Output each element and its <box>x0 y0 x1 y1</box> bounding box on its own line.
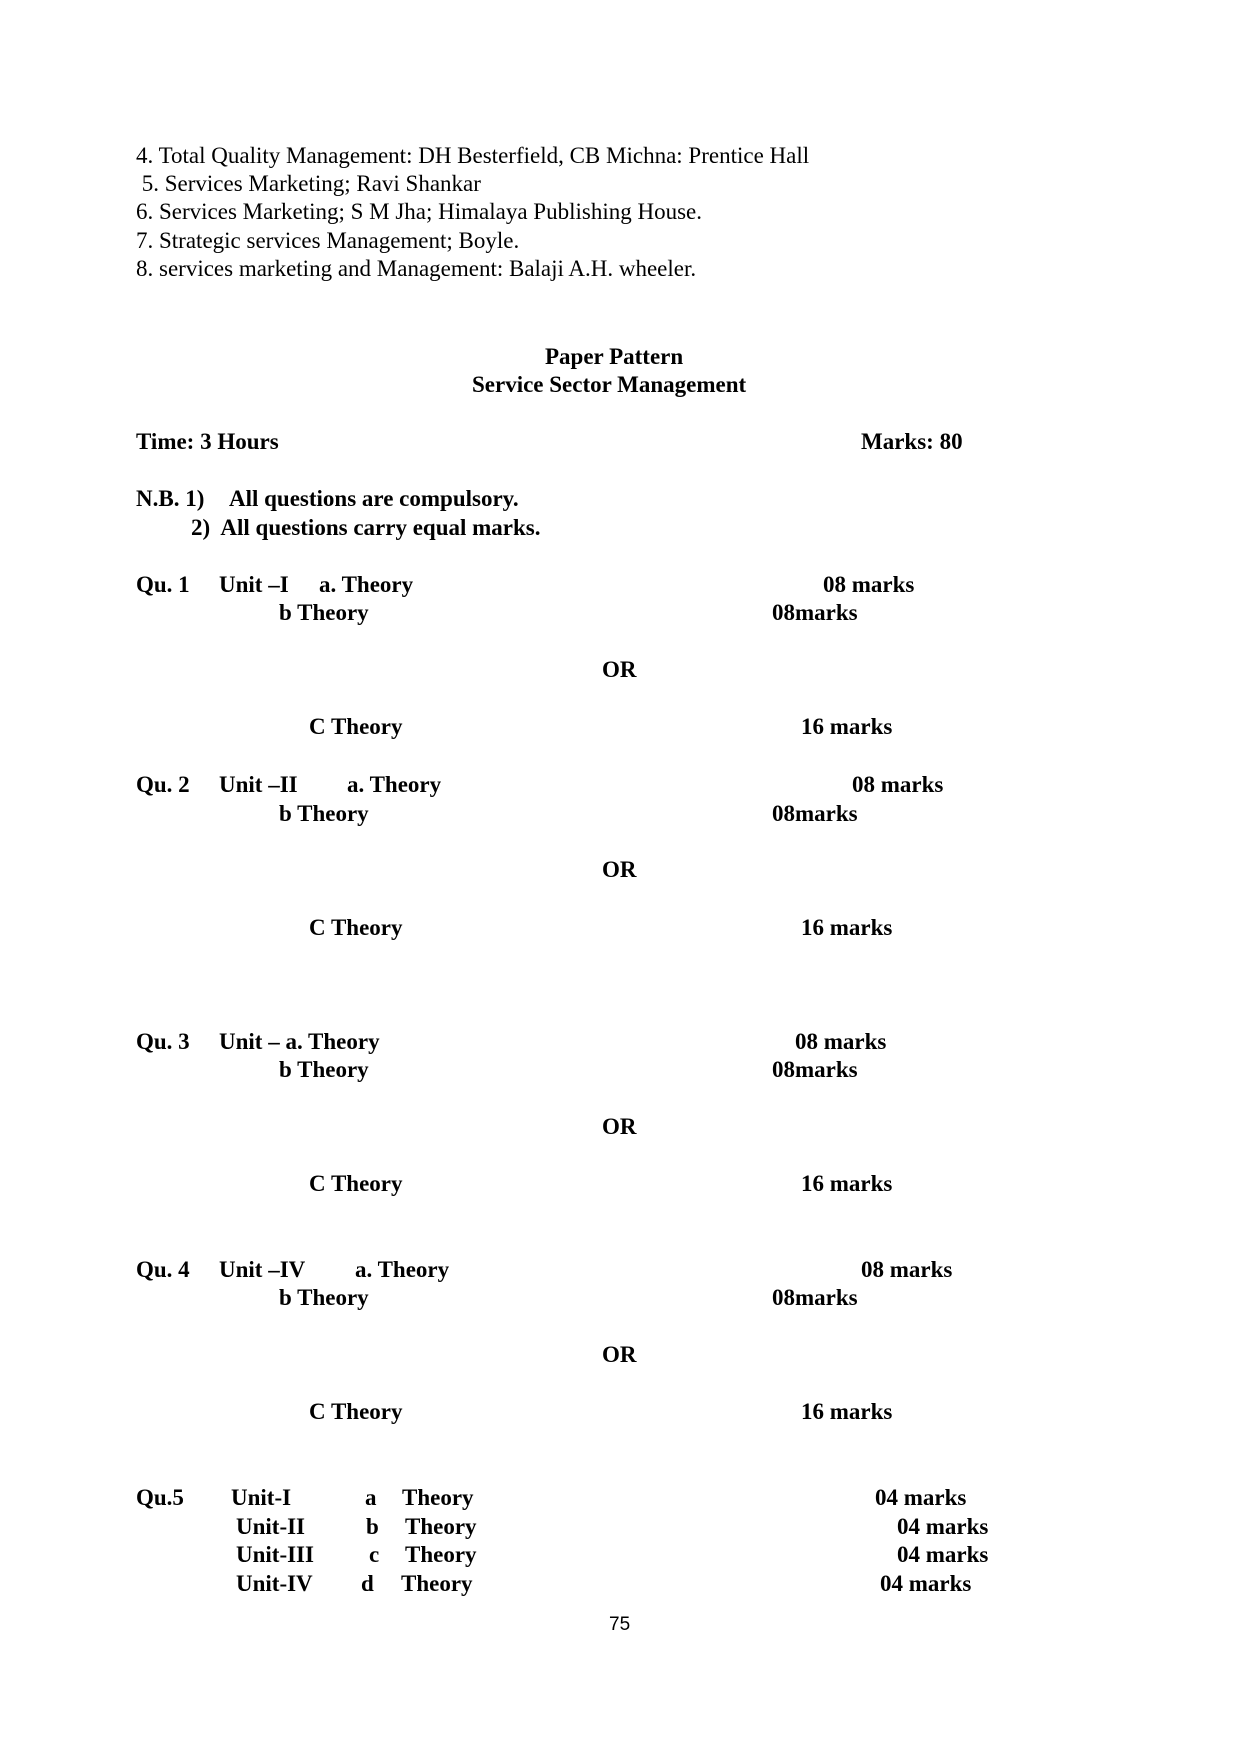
note-prefix: N.B. 1) <box>136 486 205 511</box>
question-label: Qu. 4 <box>136 1257 190 1282</box>
q5-theory: Theory <box>401 1571 473 1596</box>
question-part-a: a. Theory <box>347 772 442 797</box>
q5-letter: d <box>361 1571 374 1596</box>
q5-theory: Theory <box>402 1485 474 1510</box>
reference-item: 4. Total Quality Management: DH Besterfield, CB Michna: Prentice Hall <box>136 143 810 168</box>
reference-item: 8. services marketing and Management: Balaji A.H. wheeler. <box>136 256 697 281</box>
question-unit: Unit – a. Theory <box>219 1029 380 1054</box>
question-part-b-marks: 08marks <box>772 1285 858 1310</box>
question-part-b-marks: 08marks <box>772 801 858 826</box>
question-label: Qu. 3 <box>136 1029 190 1054</box>
q5-letter: a <box>365 1485 377 1510</box>
q5-theory: Theory <box>405 1514 477 1539</box>
question-part-a: a. Theory <box>319 572 414 597</box>
question-part-c-marks: 16 marks <box>801 1171 893 1196</box>
note-1: All questions are compulsory. <box>229 486 519 511</box>
q5-unit: Unit-IV <box>236 1571 313 1596</box>
exam-time: Time: 3 Hours <box>136 429 279 454</box>
q5-unit: Unit-II <box>236 1514 306 1539</box>
question-part-b: b Theory <box>279 600 369 625</box>
page-number: 75 <box>609 1614 631 1635</box>
reference-item: 6. Services Marketing; S M Jha; Himalaya Publishing House. <box>136 199 702 224</box>
question-part-c-marks: 16 marks <box>801 1399 893 1424</box>
question-part-c: C Theory <box>309 1399 403 1424</box>
page-title: Paper Pattern <box>545 344 684 369</box>
reference-item: 5. Services Marketing; Ravi Shankar <box>136 171 481 196</box>
or-separator: OR <box>602 857 637 882</box>
question-part-b-marks: 08marks <box>772 600 858 625</box>
or-separator: OR <box>602 1114 637 1139</box>
q5-marks: 04 marks <box>897 1542 989 1567</box>
q5-unit: Unit-I <box>231 1485 292 1510</box>
or-separator: OR <box>602 1342 637 1367</box>
q5-letter: b <box>366 1514 379 1539</box>
question-part-b: b Theory <box>279 1057 369 1082</box>
question-label: Qu. 2 <box>136 772 190 797</box>
question-part-c-marks: 16 marks <box>801 915 893 940</box>
question-part-c: C Theory <box>309 1171 403 1196</box>
question-part-a-marks: 08 marks <box>852 772 944 797</box>
question-part-b: b Theory <box>279 801 369 826</box>
question-unit: Unit –II <box>219 772 298 797</box>
question-part-b-marks: 08marks <box>772 1057 858 1082</box>
page-subtitle: Service Sector Management <box>472 372 747 397</box>
question-part-a-marks: 08 marks <box>861 1257 953 1282</box>
q5-unit: Unit-III <box>236 1542 314 1567</box>
question-part-c: C Theory <box>309 915 403 940</box>
q5-marks: 04 marks <box>897 1514 989 1539</box>
question-label: Qu.5 <box>136 1485 184 1510</box>
question-part-c-marks: 16 marks <box>801 714 893 739</box>
note-2: 2) All questions carry equal marks. <box>191 515 541 540</box>
reference-item: 7. Strategic services Management; Boyle. <box>136 228 520 253</box>
question-label: Qu. 1 <box>136 572 190 597</box>
q5-marks: 04 marks <box>880 1571 972 1596</box>
question-part-a-marks: 08 marks <box>823 572 915 597</box>
question-part-a: a. Theory <box>355 1257 450 1282</box>
q5-marks: 04 marks <box>875 1485 967 1510</box>
q5-letter: c <box>369 1542 380 1567</box>
exam-total-marks: Marks: 80 <box>861 429 963 454</box>
question-unit: Unit –IV <box>219 1257 306 1282</box>
q5-theory: Theory <box>405 1542 477 1567</box>
question-part-c: C Theory <box>309 714 403 739</box>
question-unit: Unit –I <box>219 572 289 597</box>
question-part-b: b Theory <box>279 1285 369 1310</box>
question-part-a-marks: 08 marks <box>795 1029 887 1054</box>
or-separator: OR <box>602 657 637 682</box>
